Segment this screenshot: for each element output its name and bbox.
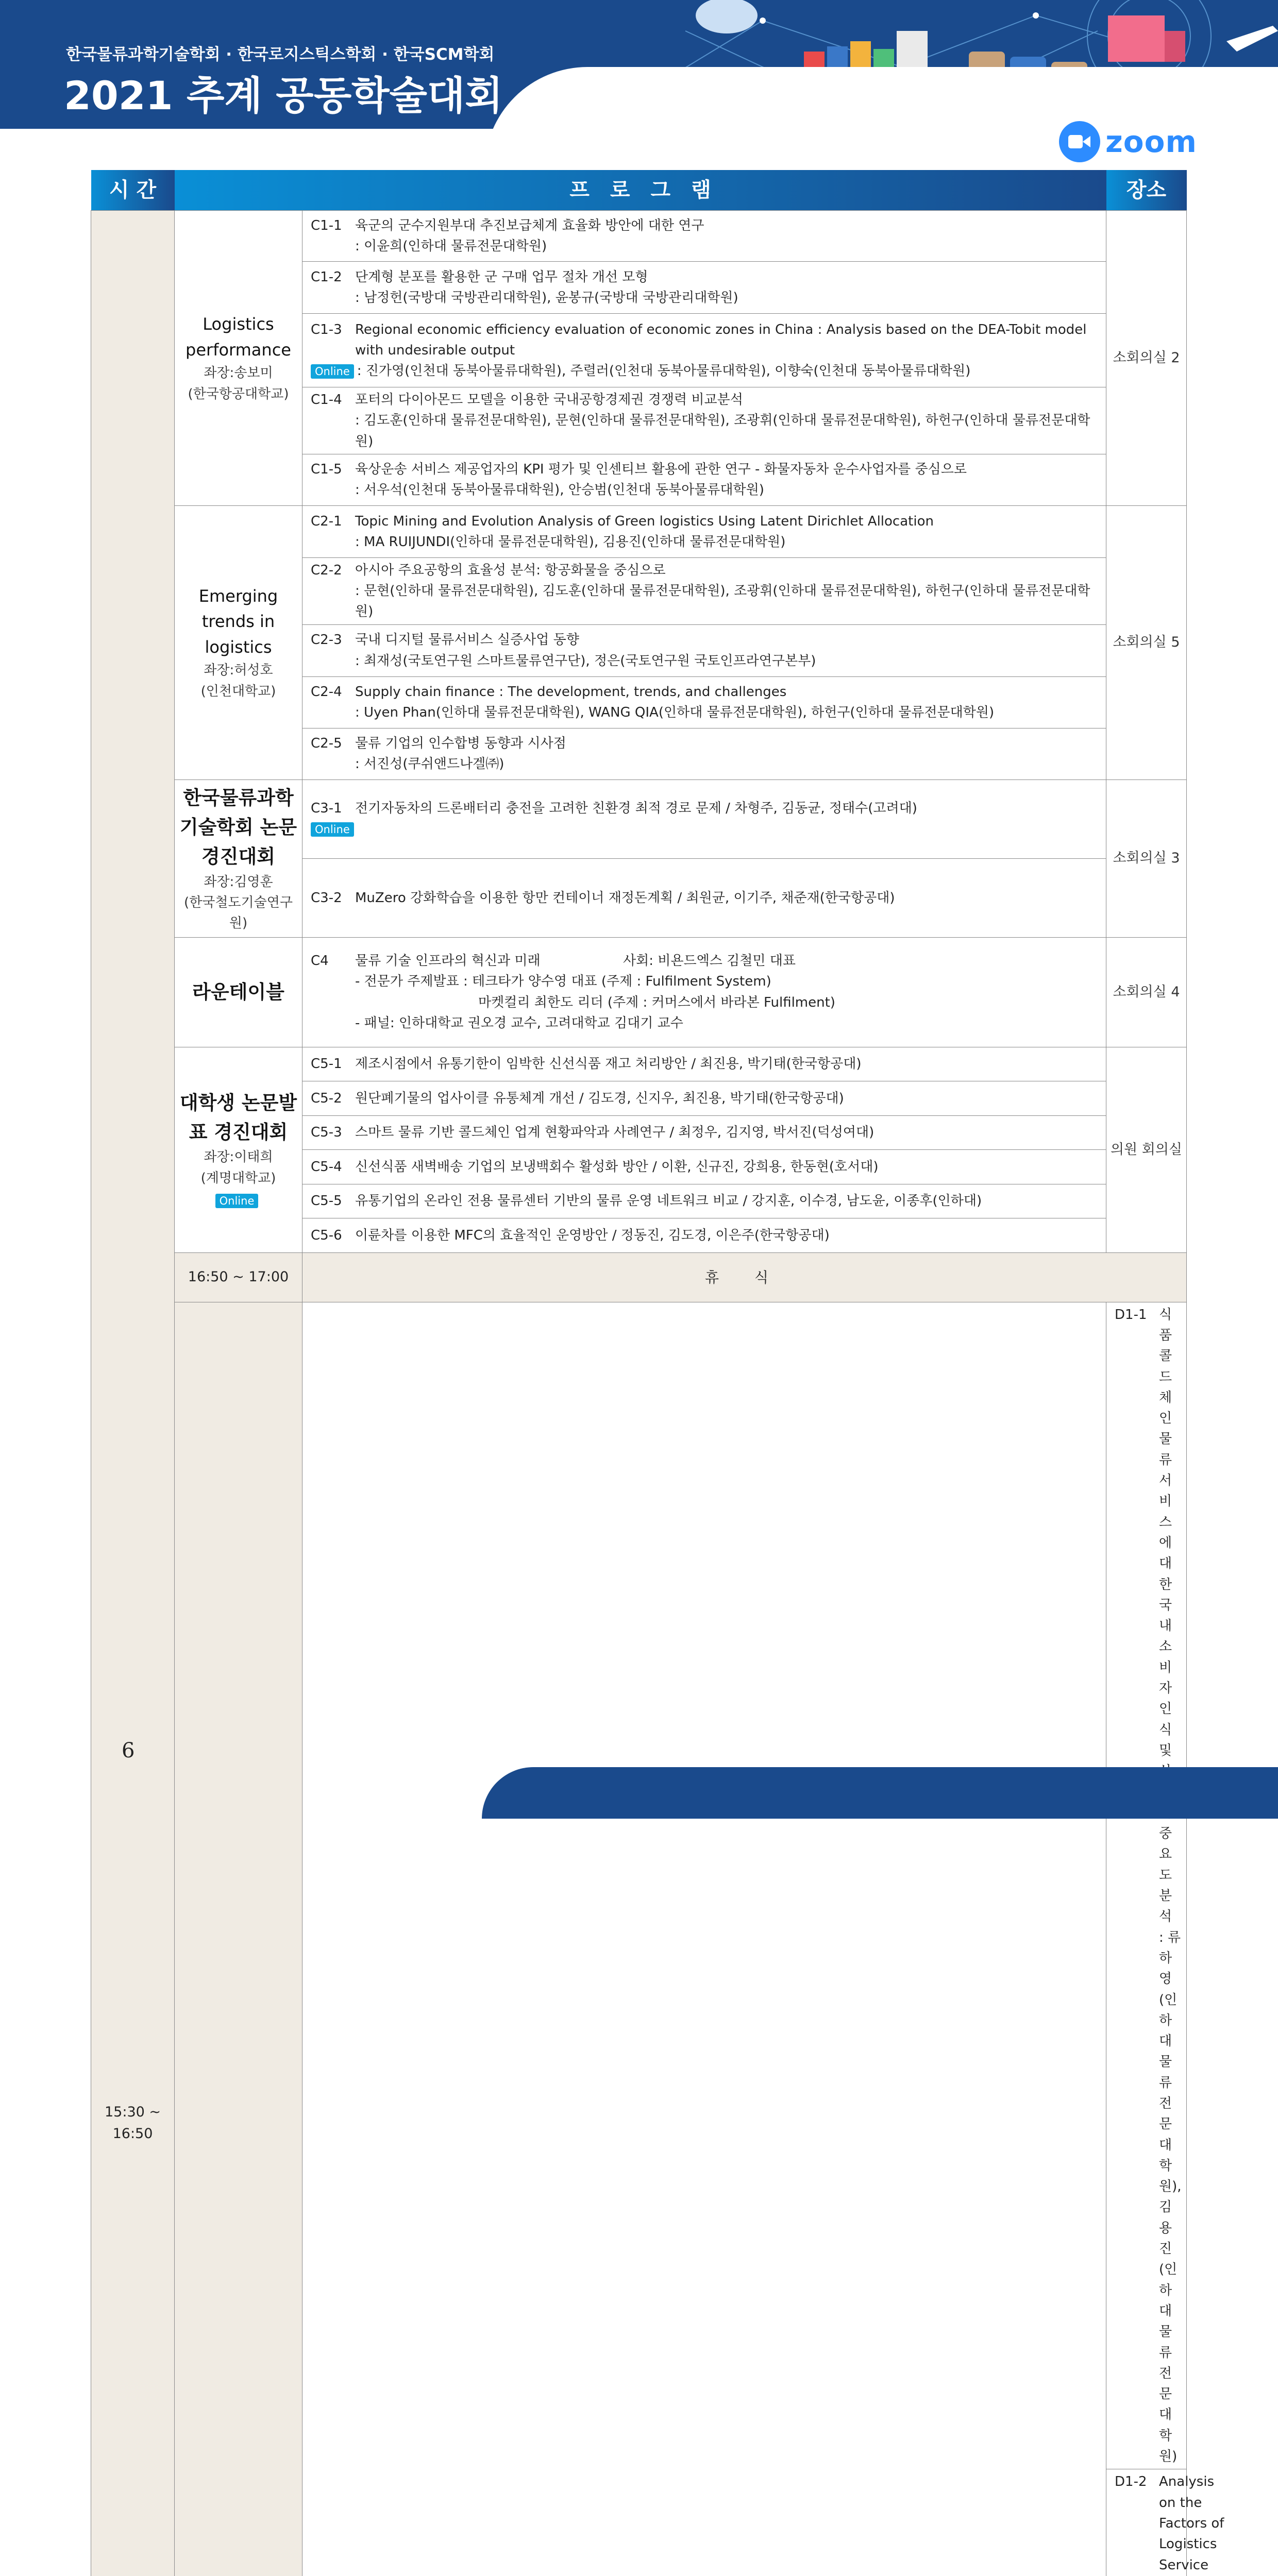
roundtable-line-2: 마켓컬리 최한도 리더 (주제 : 커머스에서 바라본 Fulfilment) bbox=[311, 992, 1101, 1013]
paper-code: C4 bbox=[311, 951, 355, 971]
paper-c1-1 bbox=[302, 211, 1106, 262]
paper-c5-4 bbox=[302, 1149, 1106, 1184]
paper-title: 스마트 물류 기반 콜드체인 업계 현황파악과 사례연구 / 최정우, 김지영, 박서진(덕성여대) bbox=[355, 1122, 874, 1143]
paper-c5-1 bbox=[302, 1047, 1106, 1081]
paper-authors: : 문현(인하대 물류전문대학원), 김도훈(인하대 물류전문대학원), 조광휘(인하대 물류전문대학원), 하헌구(인하대 물류전문대학원) bbox=[311, 581, 1101, 622]
roundtable-c4 bbox=[302, 937, 1106, 1047]
col-header-place: 장소 bbox=[1106, 170, 1187, 211]
program-table bbox=[91, 170, 1187, 2576]
paper-c5-6 bbox=[302, 1218, 1106, 1252]
paper-authors: : 진가영(인천대 동북아물류대학원), 주렬러(인천대 동북아물류대학원), 이향숙(인천대 동북아물류대학원) bbox=[357, 363, 971, 379]
roundtable-host: 사회: 비욘드엑스 김철민 대표 bbox=[623, 951, 796, 971]
session-chair: 좌장:이태희 bbox=[177, 1147, 300, 1167]
paper-c2-2 bbox=[302, 557, 1106, 624]
paper-title: MuZero 강화학습을 이용한 항만 컨테이너 재정돈계획 / 최원균, 이기주, 채준재(한국항공대) bbox=[355, 888, 895, 908]
time-slot-break: 16:50 ~ 17:00 bbox=[175, 1252, 302, 1302]
paper-c1-5 bbox=[302, 454, 1106, 505]
paper-code: C1-3 bbox=[311, 319, 355, 340]
paper-c2-1 bbox=[302, 505, 1106, 557]
paper-authors: : 서우석(인천대 동북아물류대학원), 안승범(인천대 동북아물류대학원) bbox=[311, 480, 1101, 500]
header-wave bbox=[484, 67, 1278, 129]
zoom-camera-icon bbox=[1059, 121, 1100, 162]
header-banner bbox=[0, 0, 1278, 129]
roundtable-title: 물류 기술 인프라의 혁신과 미래 bbox=[355, 951, 623, 971]
paper-code: C2-1 bbox=[311, 511, 355, 532]
societies-line: 한국물류과학기술학회 · 한국로지스틱스학회 · 한국SCM학회 bbox=[66, 41, 494, 64]
paper-c1-4 bbox=[302, 387, 1106, 454]
session-d1 bbox=[302, 1302, 1106, 2576]
paper-title: 포터의 다이아몬드 모델을 이용한 국내공항경제권 경쟁력 비교분석 bbox=[355, 389, 743, 410]
paper-c1-2 bbox=[302, 262, 1106, 314]
paper-c3-2 bbox=[302, 858, 1106, 937]
session-name: 한국물류과학기술학회 논문경진대회 bbox=[177, 783, 300, 872]
time-slot-2 bbox=[175, 1302, 302, 2576]
paper-authors: : 남정헌(국방대 국방관리대학원), 윤봉규(국방대 국방관리대학원) bbox=[311, 287, 1101, 308]
session-c5 bbox=[175, 1047, 302, 1252]
paper-title: 원단폐기물의 업사이클 유통체계 개선 / 김도경, 신지우, 최진용, 박기태(한국항공대) bbox=[355, 1088, 844, 1109]
paper-title: 제조시점에서 유통기한이 임박한 신선식품 재고 처리방안 / 최진용, 박기태(한국항공대) bbox=[355, 1054, 862, 1074]
col-header-program: 프 로 그 램 bbox=[175, 170, 1106, 211]
paper-title: 신선식품 새벽배송 기업의 보냉백회수 활성화 방안 / 이환, 신규진, 강희용, 한동현(호서대) bbox=[355, 1157, 879, 1177]
online-badge: Online bbox=[311, 364, 354, 379]
paper-title: 유통기업의 온라인 전용 물류센터 기반의 물류 운영 네트워크 비교 / 강지훈, 이수경, 남도윤, 이종후(인하대) bbox=[355, 1191, 982, 1211]
paper-title: 국내 디지털 물류서비스 실증사업 동향 bbox=[355, 630, 579, 650]
paper-code: C1-4 bbox=[311, 389, 355, 410]
paper-c5-3 bbox=[302, 1115, 1106, 1149]
paper-title: Regional economic efficiency evaluation of economic zones in China : Analysis based on the DEA-Tobit model bbox=[355, 319, 1087, 340]
session-c1 bbox=[175, 211, 302, 506]
break-row: 휴 식 bbox=[302, 1252, 1187, 1302]
paper-code: C1-1 bbox=[311, 215, 355, 236]
paper-title: Topic Mining and Evolution Analysis of Green logistics Using Latent Dirichlet Allocation bbox=[355, 511, 934, 532]
paper-c2-5 bbox=[302, 728, 1106, 779]
paper-c3-1 bbox=[302, 779, 1106, 858]
paper-code: C3-2 bbox=[311, 888, 355, 908]
paper-title: 아시아 주요공항의 효율성 분석: 항공화물을 중심으로 bbox=[355, 560, 666, 581]
session-name: Logistics performance bbox=[177, 312, 300, 363]
paper-code: D1-2 bbox=[1115, 2471, 1159, 2576]
paper-code: C2-2 bbox=[311, 560, 355, 581]
paper-authors: : 이윤희(인하대 물류전문대학원) bbox=[311, 236, 1101, 257]
online-badge: Online bbox=[311, 822, 354, 837]
paper-code: C2-4 bbox=[311, 682, 355, 702]
paper-code: C2-5 bbox=[311, 733, 355, 754]
paper-title: Supply chain finance : The development, trends, and challenges bbox=[355, 682, 786, 702]
footer-band bbox=[482, 1767, 1278, 1819]
session-name: 대학생 논문발표 경진대회 bbox=[177, 1088, 300, 1147]
session-name: 라운테이블 bbox=[177, 977, 300, 1007]
paper-d1-2 bbox=[1106, 2469, 1187, 2576]
paper-title: 단계형 분포를 활용한 군 구매 업무 절차 개선 모형 bbox=[355, 267, 648, 287]
paper-title: 식품 콜드체인 물류서비스에 대한 국내 소비자 인식 및 중요도 분석 bbox=[1159, 1304, 1181, 1927]
place-c2: 소회의실 5 bbox=[1106, 505, 1187, 779]
session-roundtable bbox=[175, 937, 302, 1047]
paper-code: D1-1 bbox=[1115, 1304, 1159, 1927]
time-slot-1: 15:30 ~ 16:50 bbox=[91, 211, 175, 2576]
session-chair: 좌장:허성호 bbox=[177, 660, 300, 681]
session-c2 bbox=[175, 505, 302, 779]
paper-code: C5-6 bbox=[311, 1225, 355, 1246]
zoom-logo-text: zoom bbox=[1105, 124, 1197, 159]
place-c5: 의원 회의실 bbox=[1106, 1047, 1187, 1252]
session-c3 bbox=[175, 779, 302, 937]
paper-c1-3 bbox=[302, 314, 1106, 387]
online-badge: Online bbox=[215, 1194, 259, 1208]
paper-code: C5-2 bbox=[311, 1088, 355, 1109]
paper-title: 육군의 군수지원부대 추진보급체계 효율화 방안에 대한 연구 bbox=[355, 215, 704, 236]
paper-code: C3-1 bbox=[311, 798, 355, 819]
roundtable-line-3: - 패널: 인하대학교 권오경 교수, 고려대학교 김대기 교수 bbox=[311, 1013, 1101, 1033]
paper-code: C5-4 bbox=[311, 1157, 355, 1177]
page-number: 6 bbox=[122, 1739, 134, 1762]
paper-code: C5-1 bbox=[311, 1054, 355, 1074]
session-affiliation: (인천대학교) bbox=[177, 681, 300, 702]
place-c4: 소회의실 4 bbox=[1106, 937, 1187, 1047]
session-affiliation: (한국철도기술연구원) bbox=[177, 892, 300, 934]
place-c1: 소회의실 2 bbox=[1106, 211, 1187, 506]
zoom-logo bbox=[1059, 121, 1197, 162]
paper-authors: : 최재성(국토연구원 스마트물류연구단), 정은(국토연구원 국토인프라연구본부) bbox=[311, 651, 1101, 671]
paper-code: C5-5 bbox=[311, 1191, 355, 1211]
session-chair: 좌장:김영훈 bbox=[177, 872, 300, 892]
session-name: Emerging trends in logistics bbox=[177, 584, 300, 660]
paper-title: 전기자동차의 드론배터리 충전을 고려한 친환경 최적 경로 문제 / 차형주, 김동균, 정태수(고려대) bbox=[355, 798, 917, 819]
paper-c2-3 bbox=[302, 624, 1106, 676]
paper-c2-4 bbox=[302, 676, 1106, 728]
paper-code: C5-3 bbox=[311, 1122, 355, 1143]
paper-title: 물류 기업의 인수합병 동향과 시사점 bbox=[355, 733, 566, 754]
place-c3: 소회의실 3 bbox=[1106, 779, 1187, 937]
paper-title-cont: with undesirable output bbox=[311, 340, 1101, 361]
paper-title: 육상운송 서비스 제공업자의 KPI 평가 및 인센티브 활용에 관한 연구 - 화물자동차 운수사업자를 중심으로 bbox=[355, 459, 967, 480]
session-affiliation: (한국항공대학교) bbox=[177, 384, 300, 404]
paper-code: C1-5 bbox=[311, 459, 355, 480]
paper-authors: : MA RUIJUNDI(인하대 물류전문대학원), 김용진(인하대 물류전문대학원) bbox=[311, 532, 1101, 552]
paper-c5-2 bbox=[302, 1081, 1106, 1115]
paper-authors: : Uyen Phan(인하대 물류전문대학원), WANG QIA(인하대 물류전문대학원), 하헌구(인하대 물류전문대학원) bbox=[311, 702, 1101, 723]
paper-title: Analysis on the Factors of Logistics Service bbox=[1159, 2471, 1230, 2576]
paper-authors: : 서진성(쿠쉬앤드나겔㈜) bbox=[311, 754, 1101, 774]
page-title: 2021 추계 공동학술대회 bbox=[64, 64, 503, 121]
col-header-time: 시 간 bbox=[91, 170, 175, 211]
paper-code: C2-3 bbox=[311, 630, 355, 650]
roundtable-line-1: - 전문가 주제발표 : 테크타가 양수영 대표 (주제 : Fulfilment System) bbox=[311, 971, 1101, 992]
paper-authors: : 류하영(인하대 물류전문대학원), 김용진(인하대 물류전문대학원) bbox=[1115, 1927, 1181, 2467]
session-affiliation: (계명대학교) bbox=[177, 1168, 300, 1189]
paper-code: C1-2 bbox=[311, 267, 355, 287]
paper-authors: : 김도훈(인하대 물류전문대학원), 문현(인하대 물류전문대학원), 조광휘(인하대 물류전문대학원), 하헌구(인하대 물류전문대학원) bbox=[311, 410, 1101, 452]
session-chair: 좌장:송보미 bbox=[177, 363, 300, 383]
paper-title: 이륜차를 이용한 MFC의 효율적인 운영방안 / 정동진, 김도경, 이은주(한국항공대) bbox=[355, 1225, 830, 1246]
paper-c5-5 bbox=[302, 1184, 1106, 1218]
paper-d1-1 bbox=[1106, 1302, 1187, 2469]
